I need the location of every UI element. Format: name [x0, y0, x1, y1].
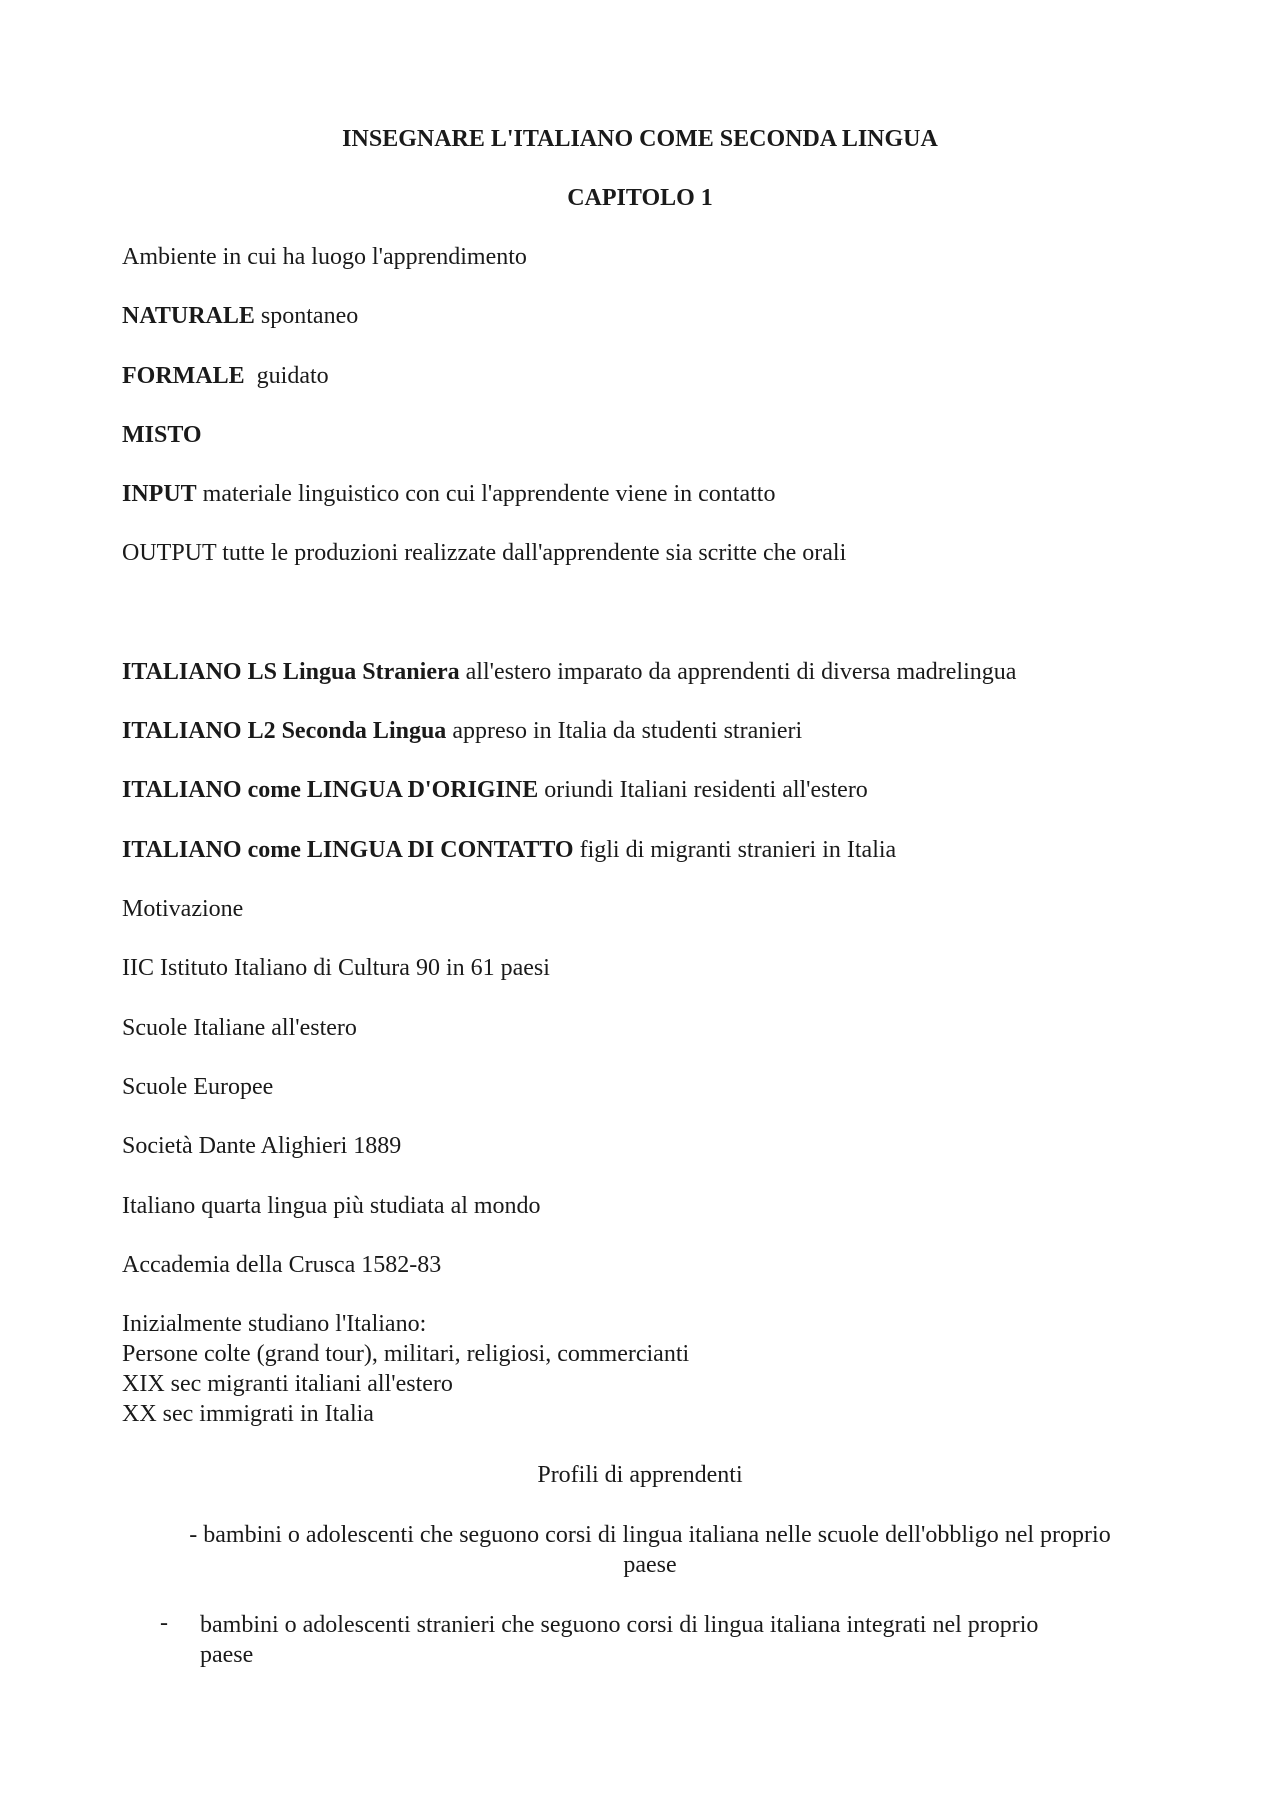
- definition-ls: [122, 657, 1016, 687]
- profile-item-1-line: paese: [623, 1552, 677, 1578]
- definition-desc: appreso in Italia da studenti stranieri: [446, 718, 803, 744]
- formale-line: [122, 361, 329, 391]
- naturale-desc: spontaneo: [254, 303, 359, 329]
- naturale-line: [122, 301, 358, 331]
- definition-term: ITALIANO come LINGUA DI CONTATTO: [122, 837, 574, 863]
- definition-desc: figli di migranti stranieri in Italia: [573, 837, 897, 863]
- definition-l2: [122, 716, 802, 746]
- naturale-term: NATURALE: [122, 303, 255, 329]
- scuole-italiane-line: Scuole Italiane all'estero: [122, 1015, 357, 1041]
- iic-line: IIC Istituto Italiano di Cultura 90 in 61 paesi: [122, 955, 550, 981]
- document-title: INSEGNARE L'ITALIANO COME SECONDA LINGUA: [342, 126, 938, 152]
- dante-alighieri-line: Società Dante Alighieri 1889: [122, 1133, 402, 1159]
- chapter-heading: CAPITOLO 1: [567, 185, 713, 211]
- profile-item-2-dash: -: [160, 1610, 168, 1636]
- definition-term: ITALIANO LS Lingua Straniera: [122, 659, 460, 685]
- input-desc: materiale linguistico con cui l'apprendente viene in contatto: [196, 481, 776, 507]
- definition-desc: all'estero imparato da apprendenti di diversa madrelingua: [459, 659, 1017, 685]
- definition-term: ITALIANO L2 Seconda Lingua: [122, 718, 447, 744]
- initial-study-line: Inizialmente studiano l'Italiano:: [122, 1311, 427, 1337]
- initial-study-line: Persone colte (grand tour), militari, religiosi, commercianti: [122, 1341, 690, 1367]
- profile-item-1: [150, 1520, 1150, 1580]
- input-line: [122, 479, 775, 509]
- quarta-lingua-line: Italiano quarta lingua più studiata al mondo: [122, 1193, 541, 1219]
- formale-term: FORMALE: [122, 363, 245, 389]
- profile-item-1-line: - bambini o adolescenti che seguono corsi di lingua italiana nelle scuole dell'obbligo nel proprio: [189, 1522, 1111, 1548]
- environment-heading: Ambiente in cui ha luogo l'apprendimento: [122, 244, 527, 270]
- definition-desc: oriundi Italiani residenti all'estero: [538, 777, 868, 803]
- profile-item-2-line: paese: [200, 1642, 254, 1668]
- motivazione-line: Motivazione: [122, 896, 244, 922]
- scuole-europee-line: Scuole Europee: [122, 1074, 274, 1100]
- profile-item-2: [200, 1610, 1150, 1670]
- definition-term: ITALIANO come LINGUA D'ORIGINE: [122, 777, 539, 803]
- input-term: INPUT: [122, 481, 197, 507]
- initial-study-line: XX sec immigrati in Italia: [122, 1401, 374, 1427]
- initial-study-line: XIX sec migranti italiani all'estero: [122, 1371, 453, 1397]
- crusca-line: Accademia della Crusca 1582-83: [122, 1252, 442, 1278]
- definition-origine: [122, 775, 868, 805]
- misto-term: MISTO: [122, 422, 202, 448]
- definition-contatto: [122, 835, 896, 865]
- output-line: OUTPUT tutte le produzioni realizzate dall'apprendente sia scritte che orali: [122, 540, 847, 566]
- profile-item-2-line: bambini o adolescenti stranieri che seguono corsi di lingua italiana integrati nel proprio: [200, 1612, 1039, 1638]
- initial-study-block: [122, 1309, 689, 1429]
- formale-desc: guidato: [244, 363, 329, 389]
- profiles-heading: Profili di apprendenti: [537, 1462, 743, 1488]
